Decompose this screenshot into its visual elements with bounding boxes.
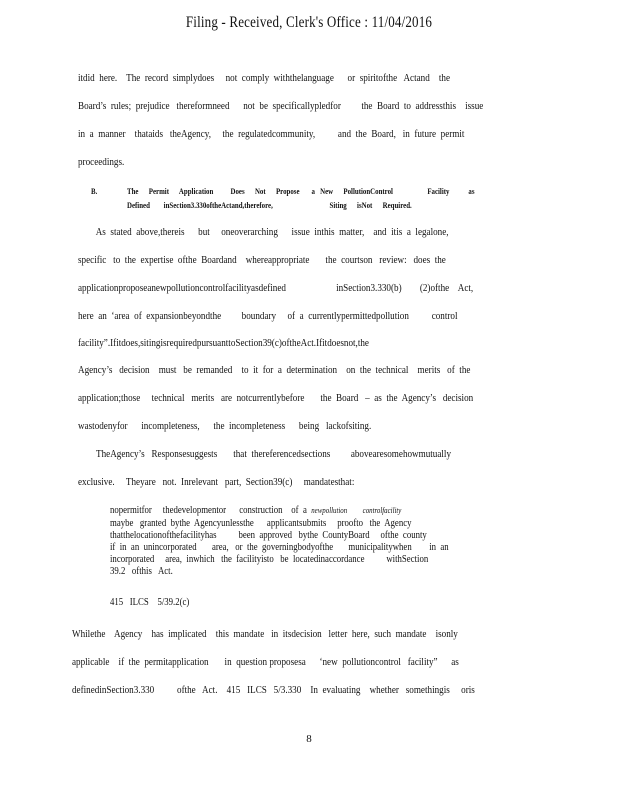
statute-citation: 415 ILCS 5/39.2(c) (110, 597, 190, 608)
body-text-line: Agency’s decision must be remanded to it for a determination on the technical merits of the (78, 365, 471, 376)
block-quote-line: 39.2 ofthis Act. (110, 566, 173, 577)
quote-text: nopermitfor thedevelopmentor construction of a (110, 505, 312, 516)
block-quote-line (110, 505, 401, 516)
section-heading-line: The Permit Application Does Not Propose a New PollutionControl Facility as (127, 186, 475, 196)
body-text-line: itdid here. The record simplydoes not comply withthelanguage or spiritofthe Actand the (78, 73, 451, 84)
body-text-line: specific to the expertise ofthe Boardand whereappropriate the courtson review: does the (78, 255, 446, 266)
block-quote-line: incorporated area, inwhich the facilityisto be locatedinaccordance withSection (110, 554, 429, 565)
body-text-line: applicationproposeanewpollutioncontrolfacilityasdefined inSection3.330(b) (2)ofthe Act, (78, 283, 474, 294)
body-text-line: application;those technical merits are notcurrentlybefore the Board – as the Agency’s decision (78, 393, 474, 404)
page-number: 8 (306, 733, 312, 745)
body-text-line: wastodenyfor incompleteness, the incompleteness being lackofsiting. (78, 421, 372, 432)
section-marker: B. (91, 186, 98, 196)
body-text-line: As stated above,thereis but oneoverarching issue inthis matter, and itis a legalone, (78, 227, 449, 238)
body-text-line: exclusive. Theyare not. Inrelevant part, Section39(c) mandatesthat: (78, 477, 355, 488)
body-text-line: Whilethe Agency has implicated this mandate in itsdecision letter here, such mandate isonly (72, 629, 458, 640)
body-text-line: facility”.Ifitdoes,sitingisrequiredpursuanttoSection39(c)oftheAct.Ifitdoesnot,the (78, 338, 369, 349)
body-text-line: here an ‘area of expansionbeyondthe boundary of a currentlypermittedpollution control (78, 311, 458, 322)
block-quote-line: maybe granted bythe Agencyunlessthe applicantsubmits proofto the Agency (110, 518, 412, 529)
section-heading-line: Defined inSection3.330oftheActand,therefore, Siting isNot Required. (127, 200, 412, 210)
body-text-line: definedinSection3.330 ofthe Act. 415 ILCS 5/3.330 In evaluating whether somethingis oris (72, 685, 475, 696)
block-quote-line: if in an unincorporated area, or the governingbodyofthe municipalitywhen in an (110, 542, 449, 553)
body-text-line: TheAgency’s Responsesuggests that thereferencedsections abovearesomehowmutually (78, 449, 452, 460)
block-quote-line: thatthelocationofthefacilityhas been approved bythe CountyBoard ofthe county (110, 530, 427, 541)
body-text-line: applicable if the permitapplication in question proposesa ‘new pollutioncontrol facility” as (72, 657, 459, 668)
body-text-line: in a manner thataids theAgency, the regulatedcommunity, and the Board, in future permit (78, 129, 465, 140)
body-text-line: proceedings. (78, 157, 125, 168)
body-text-line: Board’s rules; prejudice thereformneed not be specificallypledfor the Board to addressthis issue (78, 101, 484, 112)
filing-stamp-header: Filing - Received, Clerk's Office : 11/04/2016 (185, 14, 433, 31)
quote-emphasis: newpollution controlfacility (311, 506, 402, 515)
